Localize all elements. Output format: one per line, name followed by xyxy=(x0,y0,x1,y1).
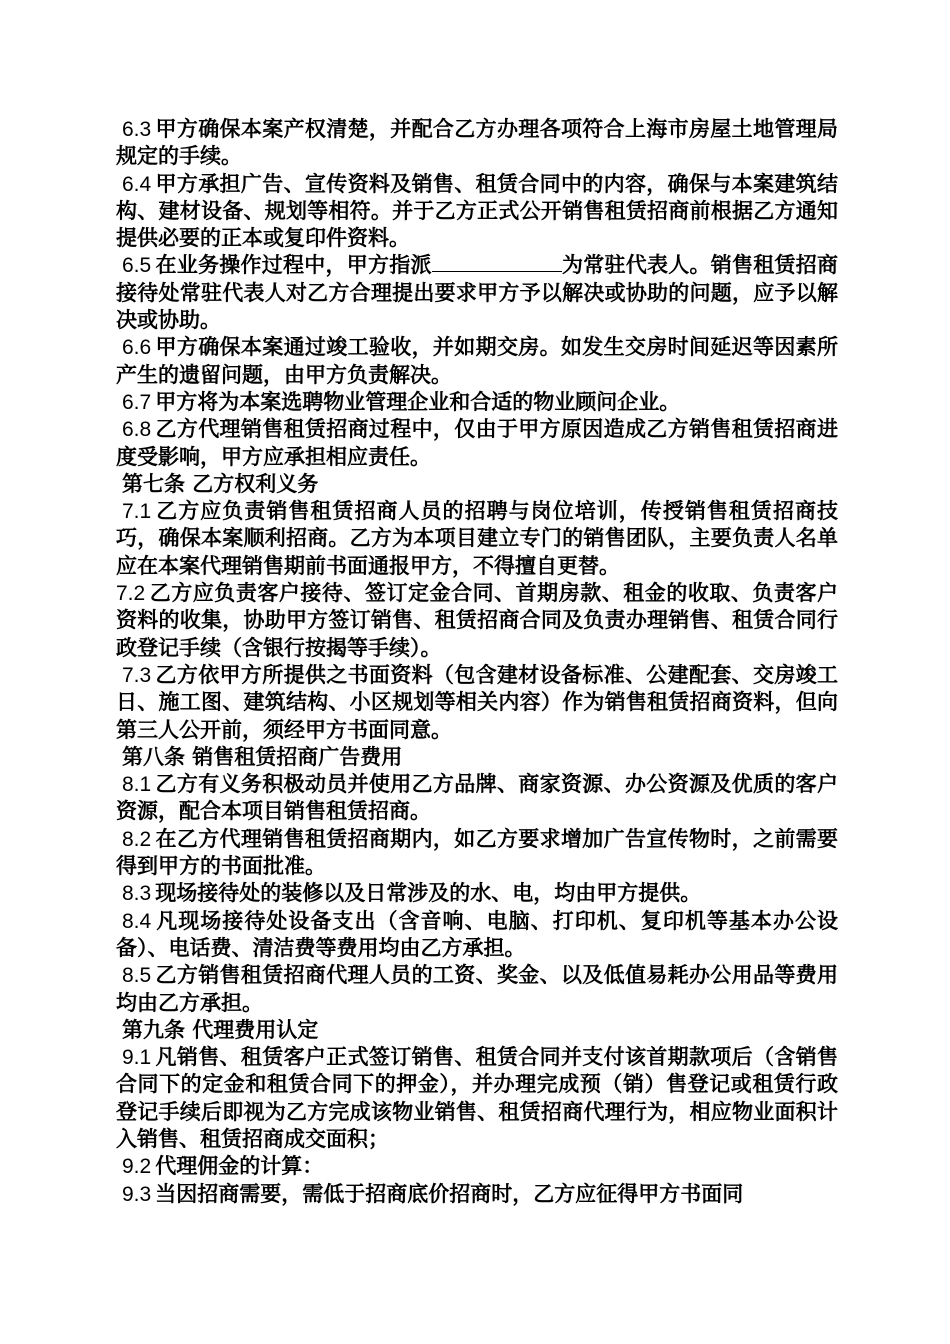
clause-text: 甲方将为本案选聘物业管理企业和合适的物业顾问企业。 xyxy=(155,389,681,414)
clause-8-4 xyxy=(116,908,838,963)
clause-text: 甲方确保本案通过竣工验收，并如期交房。如发生交房时间延迟等因素所产生的遗留问题，由甲方负责解决。 xyxy=(116,335,838,387)
clause-number: 9.1 xyxy=(122,1046,152,1070)
clause-8-5 xyxy=(116,962,838,1017)
clause-text: 乙方依甲方所提供之书面资料（包含建材设备标准、公建配套、交房竣工日、施工图、建筑结构、小区规划等相关内容）作为销售租赁招商资料，但向第三人公开前，须经甲方书面同意。 xyxy=(116,662,838,742)
article-8-heading: 第八条 销售租赁招商广告费用 xyxy=(122,744,403,769)
clause-6-5 xyxy=(116,252,838,334)
clause-number: 8.3 xyxy=(122,882,152,906)
clause-text: 当因招商需要，需低于招商底价招商时，乙方应征得甲方书面同 xyxy=(155,1181,744,1206)
clause-number: 9.3 xyxy=(122,1182,152,1206)
clause-7-1 xyxy=(116,498,838,580)
clause-6-7 xyxy=(116,389,838,416)
clause-6-6 xyxy=(116,334,838,389)
clause-number: 6.3 xyxy=(122,118,152,141)
clause-number: 6.4 xyxy=(122,172,152,196)
clause-text: 乙方销售租赁招商代理人员的工资、奖金、以及低值易耗办公用品等费用均由乙方承担。 xyxy=(116,963,838,1015)
clause-text: 为常驻代表人。销售租赁招商接待处常驻代表人对乙方合理提出要求甲方予以解决或协助的问题，应予以解决或协助。 xyxy=(116,253,839,333)
clause-9-3 xyxy=(116,1181,838,1208)
clause-number: 7.3 xyxy=(122,663,152,687)
clause-number: 8.5 xyxy=(122,964,152,988)
clause-number: 8.4 xyxy=(122,909,152,933)
clause-text: 凡销售、租赁客户正式签订销售、租赁合同并支付该首期款项后（含销售合同下的定金和租赁合同下的押金），并办理完成预（销）售登记或租赁行政登记手续后即视为乙方完成该物业销售、租赁招商代理行为，相应物业面积计入销售、租赁招商成交面积； xyxy=(116,1045,838,1151)
clause-6-4 xyxy=(116,171,838,253)
clause-text: 凡现场接待处设备支出（含音响、电脑、打印机、复印机等基本办公设备）、电话费、清洁费等费用均由乙方承担。 xyxy=(116,908,838,960)
clause-text: 乙方代理销售租赁招商过程中，仅由于甲方原因造成乙方销售租赁招商进度受影响，甲方应承担相应责任。 xyxy=(116,417,838,469)
clause-text: 甲方确保本案产权清楚，并配合乙方办理各项符合上海市房屋土地管理局规定的手续。 xyxy=(116,117,838,169)
clause-number: 6.8 xyxy=(122,418,152,442)
document-page xyxy=(116,116,838,1208)
clause-8-1 xyxy=(116,771,838,826)
clause-6-8 xyxy=(116,416,838,471)
article-9-heading: 第九条 代理费用认定 xyxy=(122,1017,319,1042)
representative-blank-line xyxy=(432,253,562,272)
clause-text: 乙方有义务积极动员并使用乙方品牌、商家资源、办公资源及优质的客户资源，配合本项目销售租赁招商。 xyxy=(116,772,838,824)
clause-number: 7.1 xyxy=(122,500,152,524)
clause-number: 6.6 xyxy=(122,336,152,360)
clause-6-3 xyxy=(116,116,838,171)
clause-number: 9.2 xyxy=(122,1155,152,1179)
clause-number: 6.7 xyxy=(122,390,152,414)
clause-text: 代理佣金的计算： xyxy=(155,1154,324,1179)
clause-text: 乙方应负责销售租赁招商人员的招聘与岗位培训，传授销售租赁招商技巧，确保本案顺利招商。乙方为本项目建立专门的销售团队，主要负责人名单应在本案代理销售期前书面通报甲方，不得擅自更替。 xyxy=(116,499,838,578)
clause-text: 乙方应负责客户接待、签订定金合同、首期房款、租金的收取、负责客户资料的收集，协助甲方签订销售、租赁招商合同及负责办理销售、租赁合同行政登记手续（含银行按揭等手续）。 xyxy=(116,581,838,660)
clause-8-3 xyxy=(116,880,838,907)
clause-text: 现场接待处的装修以及日常涉及的水、电，均由甲方提供。 xyxy=(155,881,702,906)
clause-9-1 xyxy=(116,1044,838,1153)
clause-number: 8.2 xyxy=(122,827,152,851)
clause-number: 6.5 xyxy=(122,254,152,278)
clause-number: 7.2 xyxy=(116,582,146,606)
clause-number: 8.1 xyxy=(122,773,152,797)
clause-9-2 xyxy=(116,1153,838,1180)
clause-7-3 xyxy=(116,662,838,744)
clause-7-2 xyxy=(116,580,838,662)
clause-text: 甲方承担广告、宣传资料及销售、租赁合同中的内容，确保与本案建筑结构、建材设备、规划等相符。并于乙方正式公开销售租赁招商前根据乙方通知提供必要的正本或复印件资料。 xyxy=(116,171,838,251)
clause-8-2 xyxy=(116,826,838,881)
article-7-heading: 第七条 乙方权利义务 xyxy=(122,471,319,496)
clause-text: 在乙方代理销售租赁招商期内，如乙方要求增加广告宣传物时，之前需要得到甲方的书面批准。 xyxy=(116,826,838,879)
clause-text: 在业务操作过程中，甲方指派 xyxy=(155,253,432,278)
